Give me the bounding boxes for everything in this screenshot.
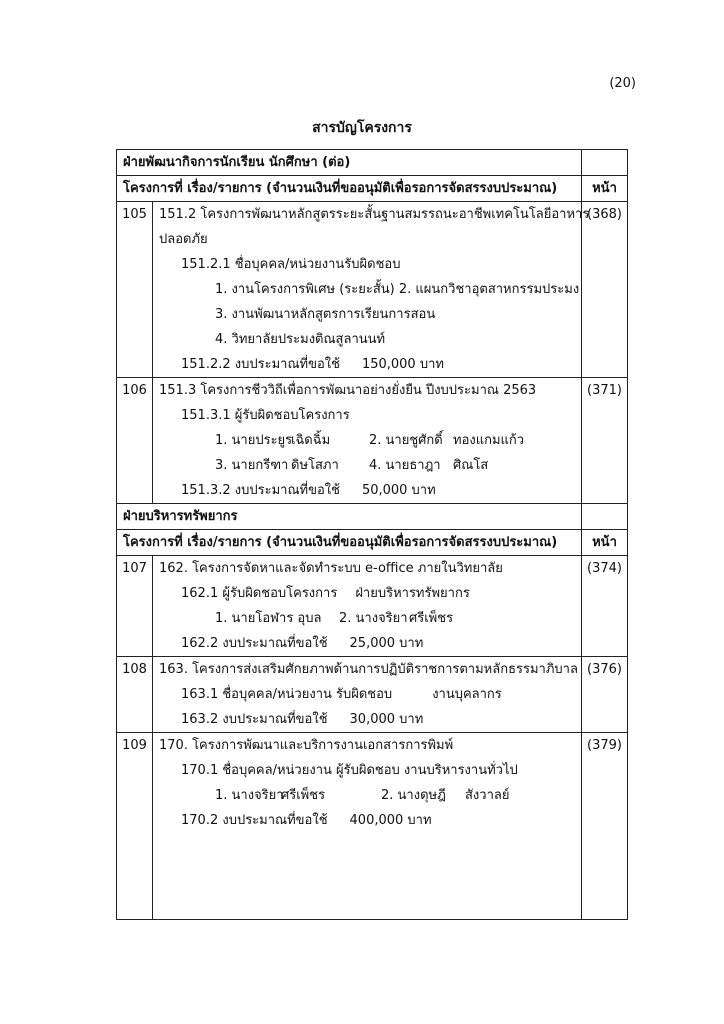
project-number: 109 — [117, 733, 153, 920]
responsible-heading: 162.1 ผู้รับผิดชอบโครงการ — [181, 586, 338, 601]
table-row — [117, 202, 628, 378]
person-name: 1. นายโอฬาร อุบล — [215, 611, 322, 626]
responsible-line — [159, 682, 581, 707]
budget-amount: 50,000 บาท — [361, 483, 436, 498]
person-surname: สังวาลย์ — [465, 788, 510, 803]
section-heading-row — [117, 150, 628, 176]
page-ref: (374) — [582, 556, 628, 657]
project-number: 106 — [117, 378, 153, 504]
responsible-persons — [159, 453, 581, 478]
budget-label: 163.2 งบประมาณที่ขอใช้ — [181, 712, 328, 727]
column-header-row — [117, 530, 628, 556]
table-row — [117, 657, 628, 733]
responsible-heading: 163.1 ชื่อบุคคล/หน่วยงาน รับผิดชอบ — [181, 687, 393, 702]
document-title: สารบัญโครงการ — [312, 120, 412, 136]
person-name: 2. นายชูศักดิ์ — [369, 433, 443, 448]
project-title: 151.3 โครงการชีววิถีเพื่อการพัฒนาอย่างยั่งยืน ปีงบประมาณ 2563 — [159, 383, 537, 398]
person-name: 1. นายประยูร — [215, 433, 293, 448]
responsible-dept: งานบุคลากร — [432, 687, 502, 702]
page-ref: (379) — [582, 733, 628, 920]
section-heading: ฝ่ายพัฒนากิจการนักเรียน นักศึกษา (ต่อ) — [117, 150, 582, 176]
person-name: 2. นางจริยา — [339, 611, 408, 626]
responsible-persons — [159, 606, 581, 631]
budget-line — [159, 478, 581, 503]
project-details — [153, 657, 582, 733]
project-number: 107 — [117, 556, 153, 657]
column-header: โครงการที่ เรื่อง/รายการ (จำนวนเงินที่ขออนุมัติเพื่อรอการจัดสรรงบประมาณ) — [117, 176, 582, 202]
column-header-page: หน้า — [582, 176, 628, 202]
person-surname: ศรีเพ็ชร — [281, 788, 326, 803]
page-ref: (376) — [582, 657, 628, 733]
person-surname: ศิณโส — [453, 458, 489, 473]
project-index-table — [116, 149, 628, 920]
project-title: 162. โครงการจัดหาและจัดทำระบบ e-office ภายในวิทยาลัย — [159, 561, 503, 576]
budget-label: 151.3.2 งบประมาณที่ขอใช้ — [181, 483, 340, 498]
responsible-heading: 151.3.1 ผู้รับผิดชอบโครงการ — [181, 408, 350, 423]
budget-line — [159, 352, 581, 377]
responsible-dept: ฝ่ายบริหารทรัพยากร — [355, 586, 470, 601]
person-name: 4. นายธาฎา — [369, 458, 441, 473]
project-number: 105 — [117, 202, 153, 378]
person-surname: ดิษโสภา — [291, 458, 339, 473]
section-heading-row — [117, 504, 628, 530]
budget-line — [159, 631, 581, 656]
project-number: 108 — [117, 657, 153, 733]
budget-label: 170.2 งบประมาณที่ขอใช้ — [181, 813, 328, 828]
budget-amount: 30,000 บาท — [349, 712, 424, 727]
responsible-item: 4. วิทยาลัยประมงติณสูลานนท์ — [215, 332, 386, 347]
table-row — [117, 556, 628, 657]
table-row — [117, 378, 628, 504]
page-ref: (368) — [582, 202, 628, 378]
project-details — [153, 556, 582, 657]
budget-amount: 150,000 บาท — [361, 357, 444, 372]
page-number: (20) — [609, 76, 636, 91]
person-surname: ทองแกมแก้ว — [453, 433, 525, 448]
budget-label: 162.2 งบประมาณที่ขอใช้ — [181, 636, 328, 651]
person-name: 1. นางจริยา — [215, 788, 284, 803]
project-title: 151.2 โครงการพัฒนาหลักสูตรระยะสั้นฐานสมรรถนะอาชีพเทคโนโลยีอาหาร — [159, 207, 590, 222]
column-header-row — [117, 176, 628, 202]
responsible-heading: 151.2.1 ชื่อบุคคล/หน่วยงานรับผิดชอบ — [181, 257, 401, 272]
responsible-heading: 170.1 ชื่อบุคคล/หน่วยงาน ผู้รับผิดชอบ งานบริหารงานทั่วไป — [181, 763, 518, 778]
project-details — [153, 202, 590, 378]
person-surname: เฉิดฉิ้ม — [291, 433, 331, 448]
responsible-item: 1. งานโครงการพิเศษ (ระยะสั้น) 2. แผนกวิชาอุตสาหกรรมประมง — [215, 282, 580, 297]
budget-label: 151.2.2 งบประมาณที่ขอใช้ — [181, 357, 340, 372]
page-ref: (371) — [582, 378, 628, 504]
project-details — [153, 378, 582, 504]
person-surname: ศรีเพ็ชร — [409, 611, 454, 626]
section-heading: ฝ่ายบริหารทรัพยากร — [117, 504, 582, 530]
responsible-persons — [159, 428, 581, 453]
responsible-persons — [159, 783, 581, 808]
person-name: 3. นายกรีฑา — [215, 458, 289, 473]
budget-line — [159, 808, 581, 833]
column-header-page: หน้า — [582, 530, 628, 556]
project-details — [153, 733, 582, 920]
budget-amount: 25,000 บาท — [349, 636, 424, 651]
project-title-cont: ปลอดภัย — [159, 232, 208, 247]
budget-line — [159, 707, 581, 732]
budget-amount: 400,000 บาท — [349, 813, 432, 828]
responsible-item: 3. งานพัฒนาหลักสูตรการเรียนการสอน — [215, 307, 436, 322]
table-row — [117, 733, 628, 920]
project-title: 163. โครงการส่งเสริมศักยภาพด้านการปฏิบัติราชการตามหลักธรรมาภิบาล — [159, 662, 578, 677]
column-header: โครงการที่ เรื่อง/รายการ (จำนวนเงินที่ขออนุมัติเพื่อรอการจัดสรรงบประมาณ) — [117, 530, 582, 556]
person-name: 2. นางดุษฎี — [381, 788, 446, 803]
project-title: 170. โครงการพัฒนาและบริการงานเอกสารการพิมพ์ — [159, 738, 454, 753]
responsible-line — [159, 581, 581, 606]
